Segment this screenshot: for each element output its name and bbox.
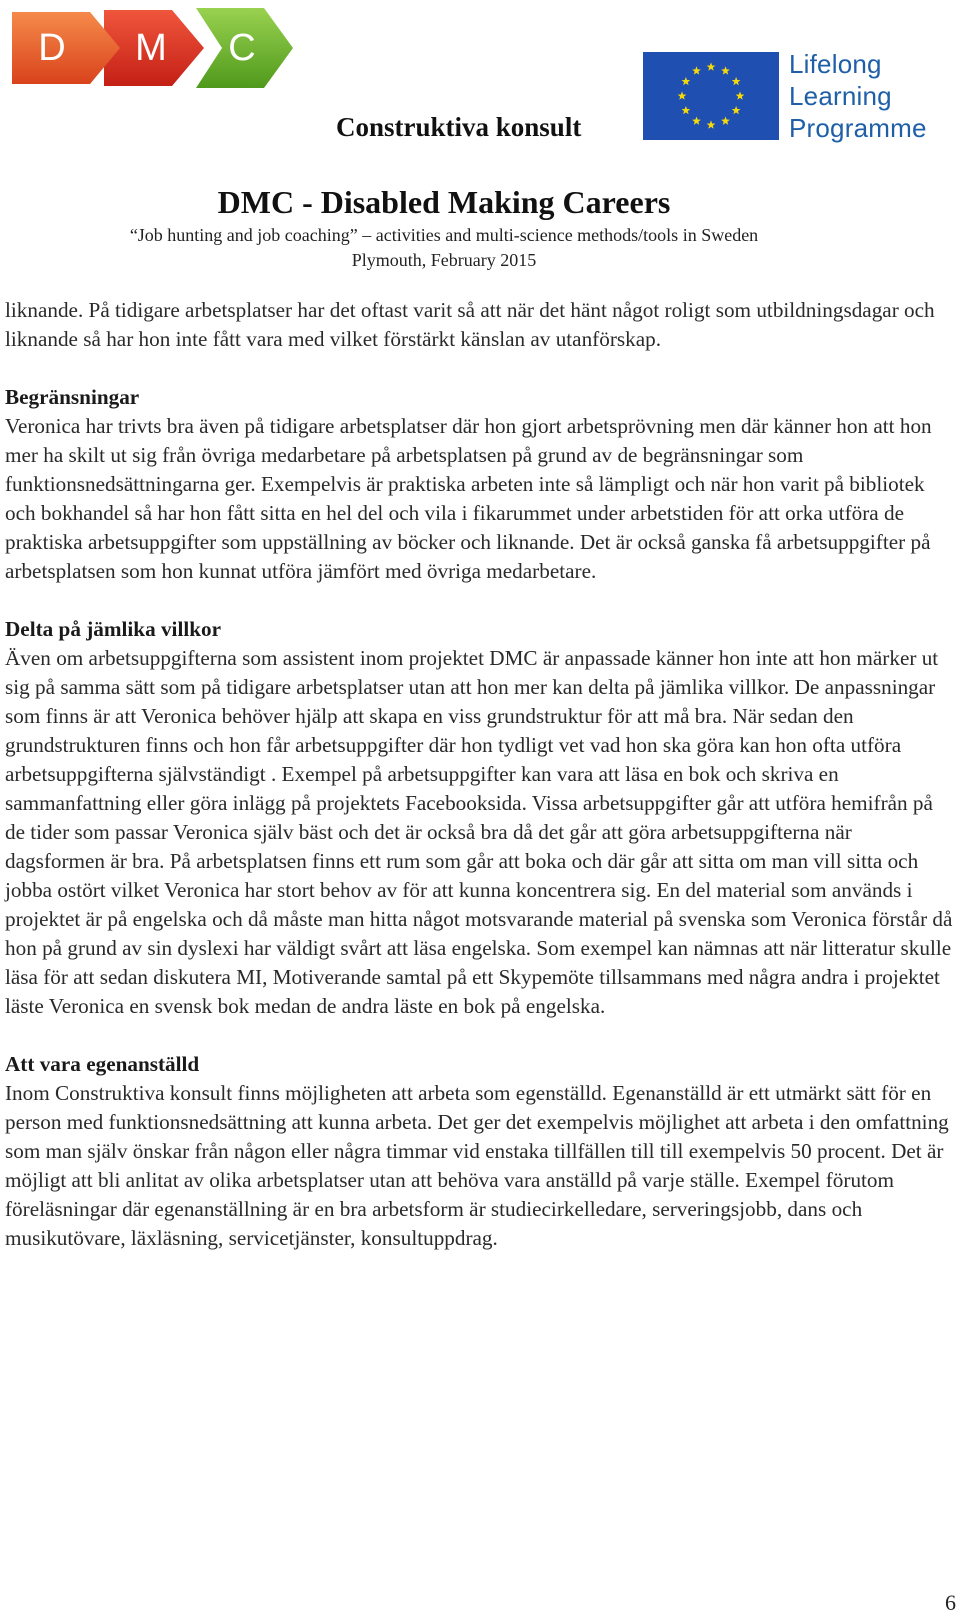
document-body xyxy=(5,296,955,1253)
dmc-logo-letter-c: C xyxy=(228,27,256,69)
intro-paragraph: liknande. På tidigare arbetsplatser har det oftast varit så att när det hänt något roligt som utbildningsdagar och liknande så har hon inte fått vara med vilket förstärkt känslan av utanförskap. xyxy=(5,298,935,351)
section-paragraph-begransningar: Veronica har trivts bra även på tidigare arbetsplatser där hon gjort arbetsprövning men där känner hon att hon mer ha skilt ut sig från övriga medarbetare på arbetsplatsen på grund av de begränsningar som funktionsnedsättningarna ger. Exempelvis är praktiska arbeten inte så lämpligt och när hon varit på bibliotek och bokhandel så har hon fått sitta en hel del och vila i fikarummet under arbetstiden för att orka utföra de praktiska arbetsuppgifter som uppställning av böcker och liknande. Det är också ganska få arbetsuppgifter på arbetsplatsen som hon kunnat utföra jämfört med övriga medarbetare. xyxy=(5,414,932,583)
section-heading-begransningar: Begränsningar xyxy=(5,385,140,409)
section-paragraph-egenanstalld: Inom Construktiva konsult finns möjligheten att arbeta som egenställd. Egenanställd är ett utmärkt sätt för en person med funktionsnedsättning att kunna arbeta. Det ger det exempelvis möjlighet att arbeta i den omfattning som man själv önskar från någon eller några timmar vid enstaka tillfällen till till exempelvis 50 procent. Det är möjligt att bli anlitat av olika arbetsplatser utan att behöva vara anställd på varje ställe. Exempel förutom föreläsningar där egenanställning är en bra arbetsform är studiecirkelledare, serveringsjobb, dans och musikutövare, läxläsning, servicetjänster, konsultuppdrag. xyxy=(5,1081,949,1250)
llp-line-3: Programme xyxy=(789,113,927,143)
document-subtitle: “Job hunting and job coaching” – activities and multi-science methods/tools in Sweden xyxy=(129,225,759,245)
document-date: Plymouth, February 2015 xyxy=(351,250,537,270)
dmc-logo-d-chevron xyxy=(12,12,120,84)
llp-line-2: Learning xyxy=(789,81,892,111)
eu-flag-icon xyxy=(643,52,779,140)
dmc-logo-letter-d: D xyxy=(38,27,66,69)
section-heading-delta: Delta på jämlika villkor xyxy=(5,617,221,641)
llp-line-1: Lifelong xyxy=(789,49,882,79)
dmc-logo xyxy=(8,6,298,92)
llp-logo xyxy=(643,48,946,144)
section-paragraph-delta: Även om arbetsuppgifterna som assistent inom projektet DMC är anpassade känner hon inte att hon märker ut sig på samma sätt som på tidigare arbetsplatser utan att hon mer kan delta på jämlika villkor. De anpassningar som finns är att Veronica behöver hjälp att skapa en viss grundstruktur för att må bra. När sedan den grundstrukturen finns och hon får arbetsuppgifter där hon tydligt vet vad hon ska göra kan hon ofta utföra arbetsuppgifterna självständigt . Exempel på arbetsuppgifter kan vara att läsa en bok och skriva en sammanfattning eller göra inlägg på projektets Facebooksida. Vissa arbetsuppgifter går att utföra hemifrån på de tider som passar Veronica själv bäst och det är också bra då det går att göra arbetsuppgifterna när dagsformen är bra. På arbetsplatsen finns ett rum som går att boka och där går att sitta om man vill sitta och jobba ostört vilket Veronica har stort behov av för att kunna koncentrera sig. En del material som används i projektet är på engelska och då måste man hitta något motsvarande material på svenska som Veronica förstår då hon på grund av sin dyslexi har väldigt svårt att läsa engelska. Som exempel kan nämnas att när litteratur skulle läsa för att sedan diskutera MI, Motiverande samtal på ett Skypemöte tillsammans med några andra i projektet läste Veronica en svensk bok medan de andra läste en bok på engelska. xyxy=(5,646,953,1018)
dmc-logo-letter-m: M xyxy=(135,27,167,69)
page-number: 6 xyxy=(945,1590,956,1615)
llp-text xyxy=(789,48,927,144)
organization-name: Construktiva konsult xyxy=(336,112,582,142)
section-heading-egenanstalld: Att vara egenanställd xyxy=(5,1052,200,1076)
document-title: DMC - Disabled Making Careers xyxy=(217,184,671,220)
